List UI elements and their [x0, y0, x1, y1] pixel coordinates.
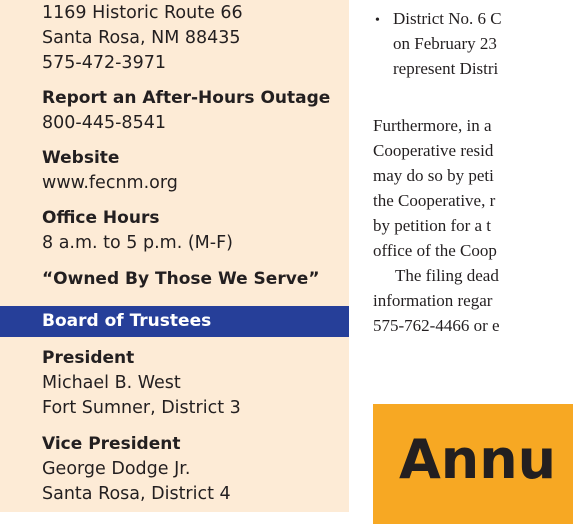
vice-president-name: George Dodge Jr.	[42, 459, 191, 479]
vice-president-district: Santa Rosa, District 4	[42, 484, 231, 504]
address-street: 1169 Historic Route 66	[42, 3, 243, 23]
bullet-line: District No. 6 C	[393, 9, 502, 28]
office-hours-value: 8 a.m. to 5 p.m. (M-F)	[42, 233, 233, 253]
article-column	[349, 0, 557, 512]
vice-president-label: Vice President	[42, 434, 181, 454]
president-district: Fort Sumner, District 3	[42, 398, 241, 418]
paragraph-line: information regar	[373, 291, 493, 310]
president-label: President	[42, 348, 135, 368]
bullet-icon: •	[375, 13, 380, 28]
annual-meeting-banner	[373, 404, 573, 524]
outage-label: Report an After-Hours Outage	[42, 88, 331, 108]
president-name: Michael B. West	[42, 373, 181, 393]
paragraph-line: the Cooperative, r	[373, 191, 496, 210]
paragraph-line: may do so by peti	[373, 166, 494, 185]
outage-phone: 800-445-8541	[42, 113, 166, 133]
annual-heading: Annu	[399, 428, 557, 491]
paragraph-line: by petition for a t	[373, 216, 492, 235]
paragraph-line: office of the Coop	[373, 241, 497, 260]
motto: “Owned By Those We Serve”	[42, 269, 320, 289]
bullet-line: on February 23	[393, 34, 497, 53]
website-url[interactable]: www.fecnm.org	[42, 173, 178, 193]
paragraph-line: The filing dead	[395, 266, 499, 285]
board-heading: Board of Trustees	[42, 311, 212, 331]
website-label: Website	[42, 148, 120, 168]
address-city: Santa Rosa, NM 88435	[42, 28, 241, 48]
paragraph-line: 575-762-4466 or e	[373, 316, 500, 335]
office-hours-label: Office Hours	[42, 208, 160, 228]
paragraph-line: Furthermore, in a	[373, 116, 492, 135]
paragraph-line: Cooperative resid	[373, 141, 494, 160]
office-phone: 575-472-3971	[42, 53, 166, 73]
board-of-trustees-banner	[0, 306, 349, 337]
bullet-line: represent Distri	[393, 59, 499, 78]
